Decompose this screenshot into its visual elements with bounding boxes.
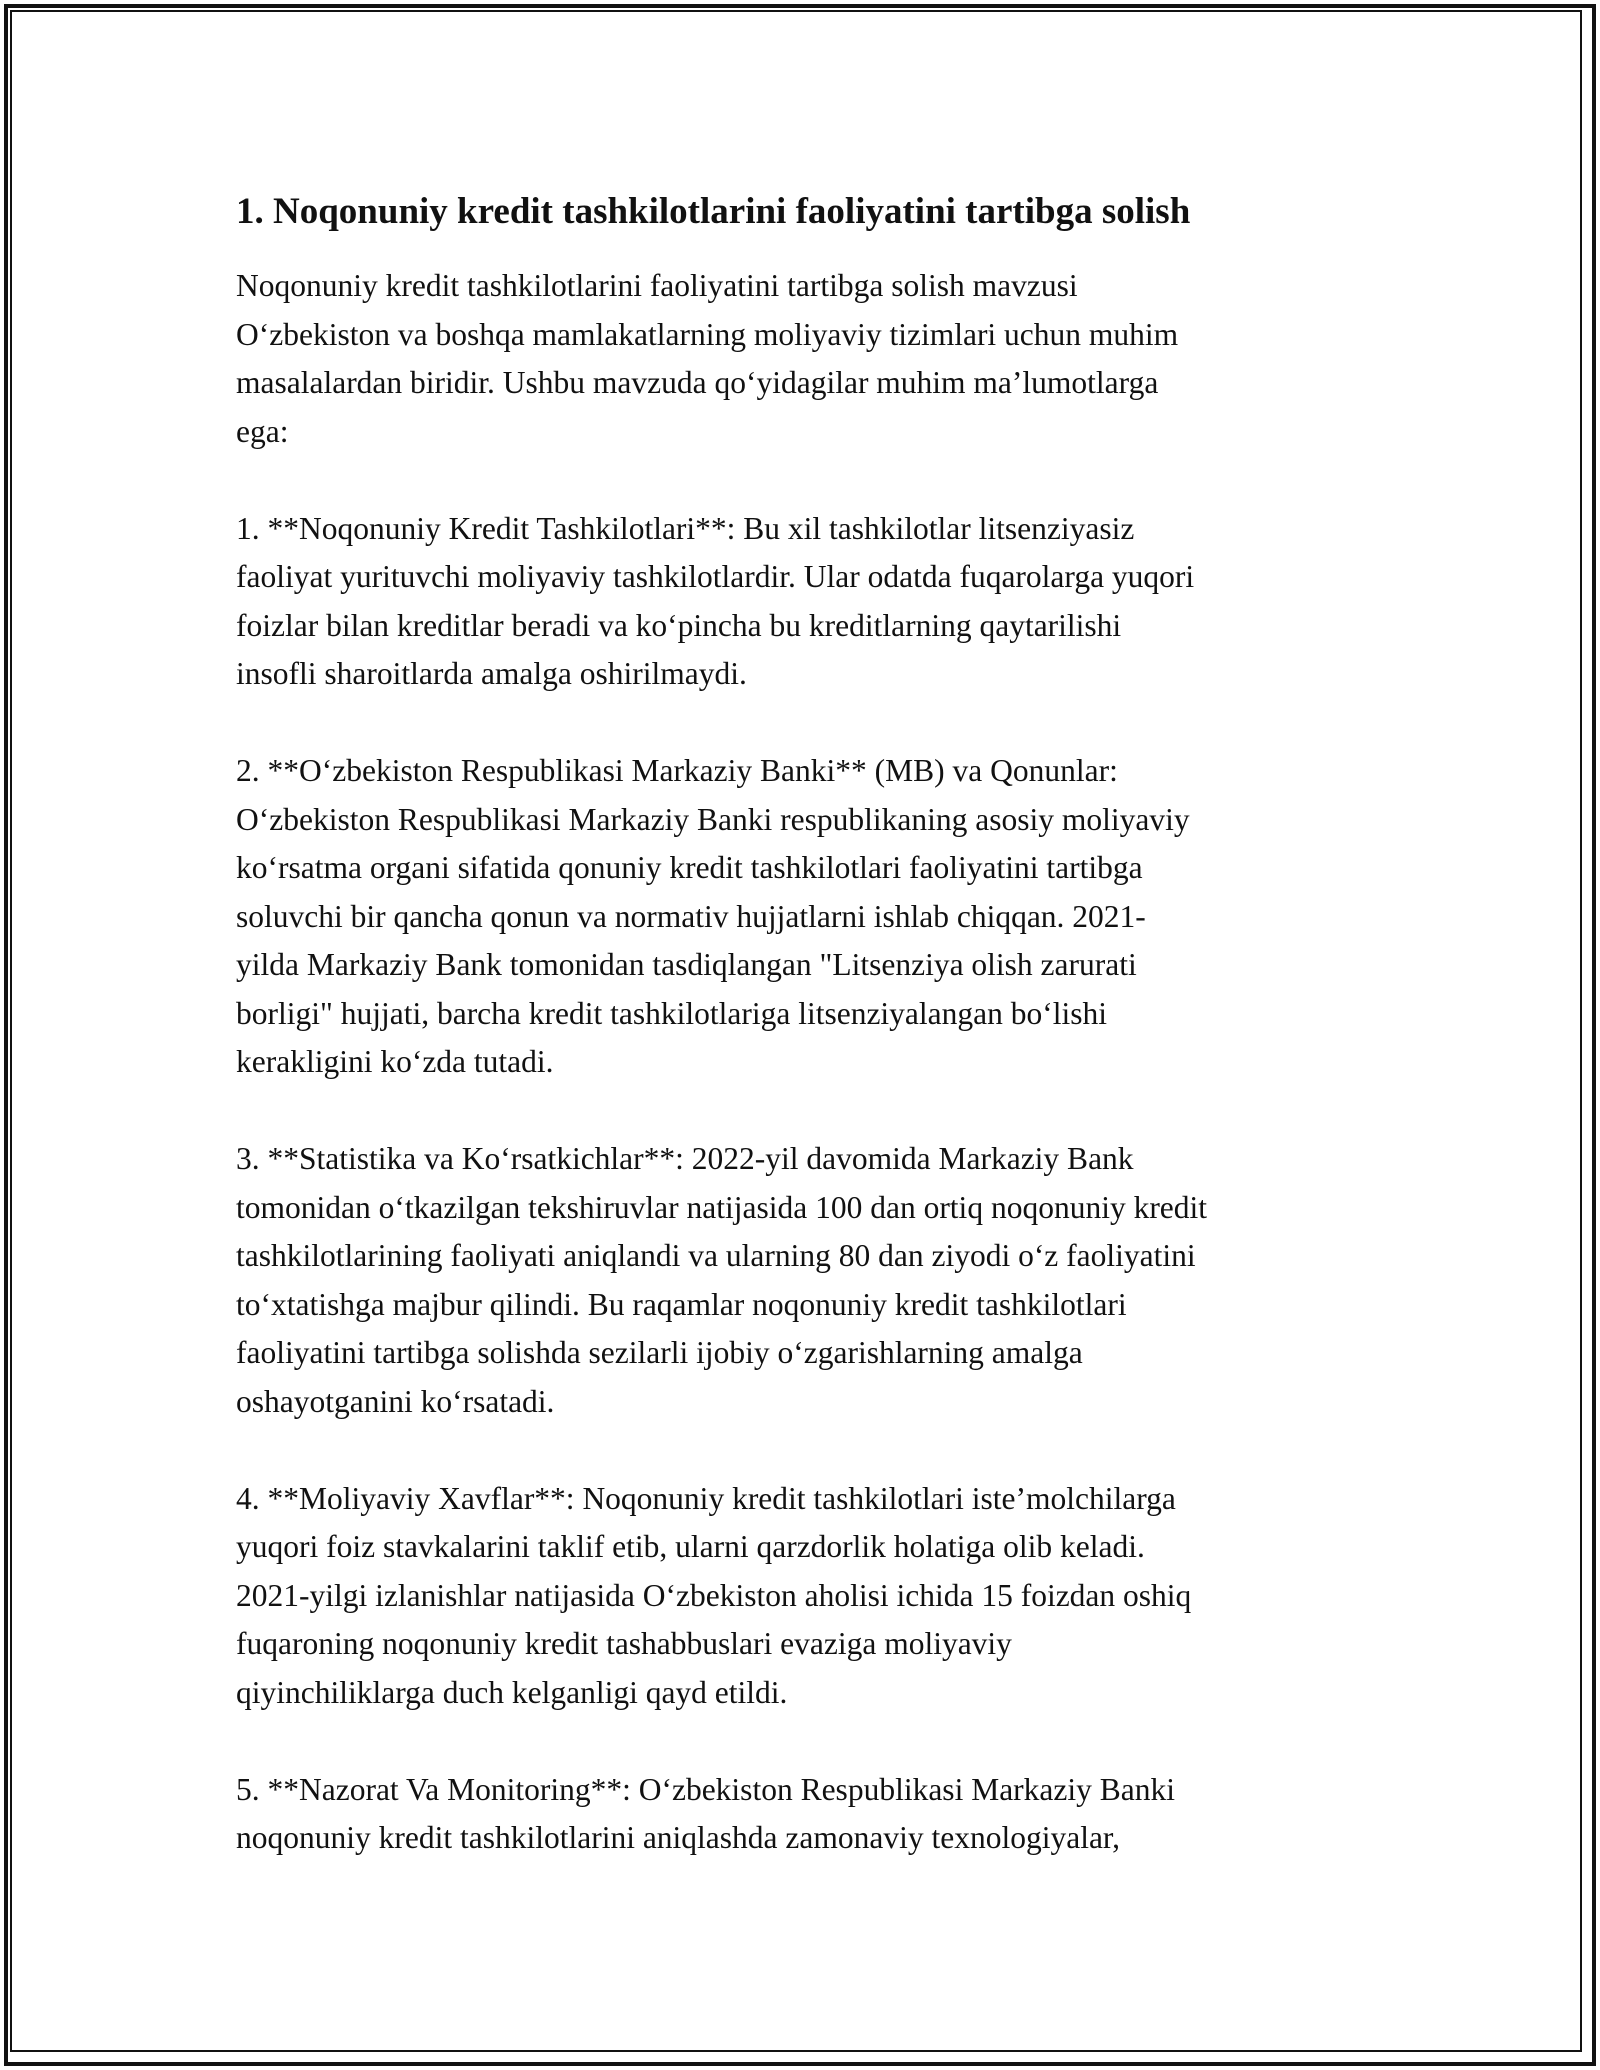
- paragraph-line: tomonidan o‘tkazilgan tekshiruvlar natijasida 100 dan ortiq noqonuniy kredit: [236, 1189, 1208, 1225]
- paragraph-line: 1. **Noqonuniy Kredit Tashkilotlari**: Bu xil tashkilotlar litsenziyasiz: [236, 510, 1135, 546]
- paragraph-line: 4. **Moliyaviy Xavflar**: Noqonuniy kredit tashkilotlari iste’molchilarga: [236, 1480, 1176, 1516]
- paragraph-line: kerakligini ko‘zda tutadi.: [236, 1044, 554, 1079]
- paragraph-line: 3. **Statistika va Ko‘rsatkichlar**: 2022-yil davomida Markaziy Bank: [236, 1141, 1134, 1176]
- list-item-5: [236, 1766, 1386, 1863]
- intro-paragraph: [236, 262, 1386, 456]
- paragraph-line: foizlar bilan kreditlar beradi va ko‘pincha bu kreditlarning qaytarilishi: [236, 607, 1122, 643]
- paragraph-line: ega:: [236, 413, 289, 449]
- paragraph-line: yuqori foiz stavkalarini taklif etib, ularni qarzdorlik holatiga olib keladi.: [236, 1529, 1145, 1564]
- paragraph-line: 2021-yilgi izlanishlar natijasida O‘zbekiston aholisi ichida 15 foizdan oshiq: [236, 1577, 1192, 1613]
- paragraph-line: to‘xtatishga majbur qilindi. Bu raqamlar noqonuniy kredit tashkilotlari: [236, 1286, 1127, 1322]
- paragraph-line: 5. **Nazorat Va Monitoring**: O‘zbekiston Respublikasi Markaziy Banki: [236, 1771, 1176, 1807]
- paragraph-line: O‘zbekiston Respublikasi Markaziy Banki respublikaning asosiy moliyaviy: [236, 801, 1190, 837]
- paragraph-line: faoliyat yurituvchi moliyaviy tashkilotlardir. Ular odatda fuqarolarga yuqori: [236, 559, 1195, 594]
- paragraph-line: soluvchi bir qancha qonun va normativ hujjatlarni ishlab chiqqan. 2021-: [236, 898, 1146, 934]
- paragraph-line: ko‘rsatma organi sifatida qonuniy kredit tashkilotlari faoliyatini tartibga: [236, 850, 1143, 885]
- paragraph-line: oshayotganini ko‘rsatadi.: [236, 1383, 555, 1419]
- list-item-4: [236, 1475, 1386, 1718]
- paragraph-line: qiyinchiliklarga duch kelganligi qayd etildi.: [236, 1674, 788, 1710]
- paragraph-line: O‘zbekiston va boshqa mamlakatlarning moliyaviy tizimlari uchun muhim: [236, 316, 1179, 352]
- list-item-1: [236, 505, 1386, 699]
- paragraph-line: yilda Markaziy Bank tomonidan tasdiqlangan "Litsenziya olish zarurati: [236, 947, 1137, 982]
- paragraph-line: masalalardan biridir. Ushbu mavzuda qo‘yidagilar muhim ma’lumotlarga: [236, 365, 1159, 400]
- paragraph-line: faoliyatini tartibga solishda sezilarli ijobiy o‘zgarishlarning amalga: [236, 1335, 1083, 1370]
- document-body: [236, 188, 1386, 1911]
- paragraph-line: Noqonuniy kredit tashkilotlarini faoliyatini tartibga solish mavzusi: [236, 268, 1078, 303]
- paragraph-line: noqonuniy kredit tashkilotlarini aniqlashda zamonaviy texnologiyalar,: [236, 1820, 1121, 1855]
- section-heading: 1. Noqonuniy kredit tashkilotlarini faoliyatini tartibga solish: [236, 191, 1191, 232]
- paragraph-line: 2. **O‘zbekiston Respublikasi Markaziy Banki** (MB) va Qonunlar:: [236, 753, 1118, 788]
- paragraph-line: fuqaroning noqonuniy kredit tashabbuslari evaziga moliyaviy: [236, 1626, 1012, 1661]
- paragraph-line: insofli sharoitlarda amalga oshirilmaydi.: [236, 656, 747, 691]
- list-item-3: [236, 1135, 1386, 1426]
- list-item-2: [236, 747, 1386, 1087]
- paragraph-line: tashkilotlarining faoliyati aniqlandi va ularning 80 dan ziyodi o‘z faoliyatini: [236, 1238, 1196, 1273]
- paragraph-line: borligi" hujjati, barcha kredit tashkilotlariga litsenziyalangan bo‘lishi: [236, 995, 1108, 1031]
